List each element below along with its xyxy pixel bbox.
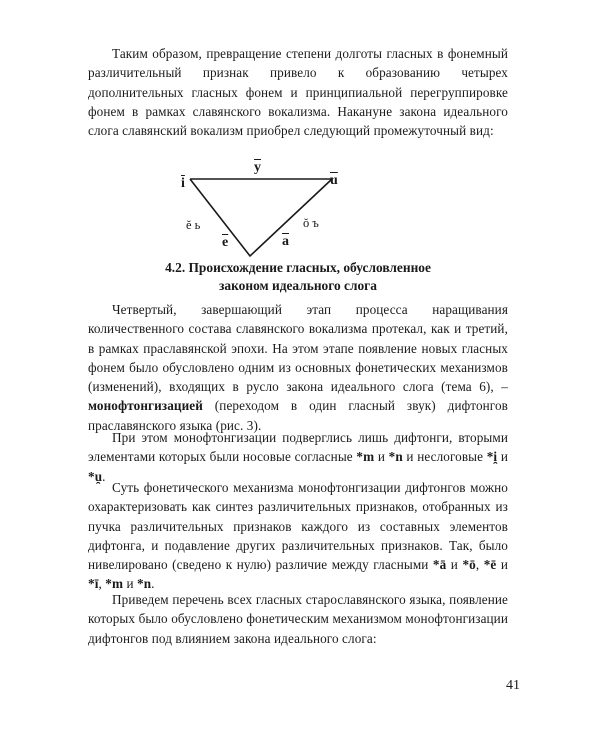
paragraph-4-comma-2: ,: [98, 576, 106, 592]
vowel-left-top-label: $\overline{i}$: [181, 176, 185, 191]
phoneme-long-o: *ō: [462, 557, 476, 573]
section-heading: [88, 259, 508, 295]
paragraph-4: [88, 478, 508, 594]
phoneme-n-2: *n: [137, 576, 152, 592]
intro-paragraph: [88, 44, 508, 140]
triangle-svg: [170, 150, 370, 265]
page-number: 41: [506, 678, 520, 693]
paragraph-4-and-1: и: [446, 557, 463, 573]
phoneme-m-2: *m: [105, 576, 124, 592]
paragraph-3-and: и: [497, 449, 509, 465]
vowel-left-mid-label: ĕ ь: [186, 218, 201, 232]
heading-line-2: законом идеального слога: [219, 278, 377, 293]
paragraph-3-part-b: и неслоговые: [402, 449, 487, 465]
phoneme-m: *m: [356, 449, 375, 465]
paragraph-4-and-3: и: [123, 576, 137, 592]
paragraph-5: [88, 590, 508, 648]
paragraph-4-comma-1: ,: [475, 557, 484, 573]
vowel-bottom-right-label: $\overline{a}$: [282, 234, 289, 249]
monophthongization-term: монофтонгизацией: [88, 398, 203, 414]
paragraph-2-part-a: Четвертый, завершающий этап процесса наращивания количественного состава славянского вокализма протекал, как и третий, в рамках праславянской эпохи. На этом этапе появление новых гласных фонем было обусловлено одним из основных фонетических механизмов (изменений), входящих в русло закона идеального слога (тема 6), –: [88, 302, 508, 395]
phoneme-n: *n: [388, 449, 403, 465]
phoneme-u-nonsyllabic: *u̯: [88, 468, 103, 484]
paragraph-3-part-a: При этом монофтонгизации подверглись лишь дифтонги, вторыми элементами которых были носовые согласные: [88, 430, 508, 465]
phoneme-long-e: *ē: [483, 557, 497, 573]
paragraph-3-mid: и: [374, 449, 389, 465]
paragraph-2: [88, 300, 508, 435]
paragraph-4-text: [88, 478, 508, 594]
paragraph-2-part-b: (переходом в один гласный звук) дифтонгов праславянского языка (рис. 3).: [88, 398, 508, 433]
vowel-top-label: $\overline{y}$: [254, 160, 261, 175]
phoneme-long-a: *ā: [432, 557, 447, 573]
paragraph-3-end: .: [102, 468, 106, 484]
vowel-triangle-diagram: [170, 150, 370, 265]
vowel-right-top-label: $\overline{u}$: [330, 173, 338, 188]
paragraph-1: Таким образом, превращение степени долготы гласных в фонемный различительный признак привело к образованию четырех дополнительных гласных фонем и принципиальной перегруппировке фонем в рамках славянского вокализма. Накануне закона идеального слога славянский вокализм приобрел следующий промежуточный вид:: [88, 46, 508, 139]
vowel-right-mid-label: ŏ ъ: [303, 216, 319, 230]
phoneme-long-i: *ī: [88, 576, 99, 592]
paragraph-4-end: .: [151, 576, 155, 592]
phoneme-i-nonsyllabic: *i̯: [486, 449, 498, 465]
paragraph-4-part-a: Суть фонетического механизма монофтонгизации дифтонгов можно охарактеризовать как синтез различительных признаков, отобранных из пучка различительных признаков каждого из составных элементов дифтонга, и подавление других различительных признаков. Так, было нивелировано (сведено к нулю) различие между гласными: [88, 480, 508, 573]
paragraph-5-text: Приведем перечень всех гласных старославянского языка, появление которых было обусловлено фонетическим механизмом монофтонгизации дифтонгов под влиянием закона идеального слога:: [88, 592, 508, 646]
heading-line-1: 4.2. Происхождение гласных, обусловленное: [165, 260, 431, 275]
vowel-bottom-left-label: $\overline{e}$: [222, 235, 229, 250]
paragraph-2-text: [88, 300, 508, 435]
paragraph-4-and-2: и: [496, 557, 508, 573]
